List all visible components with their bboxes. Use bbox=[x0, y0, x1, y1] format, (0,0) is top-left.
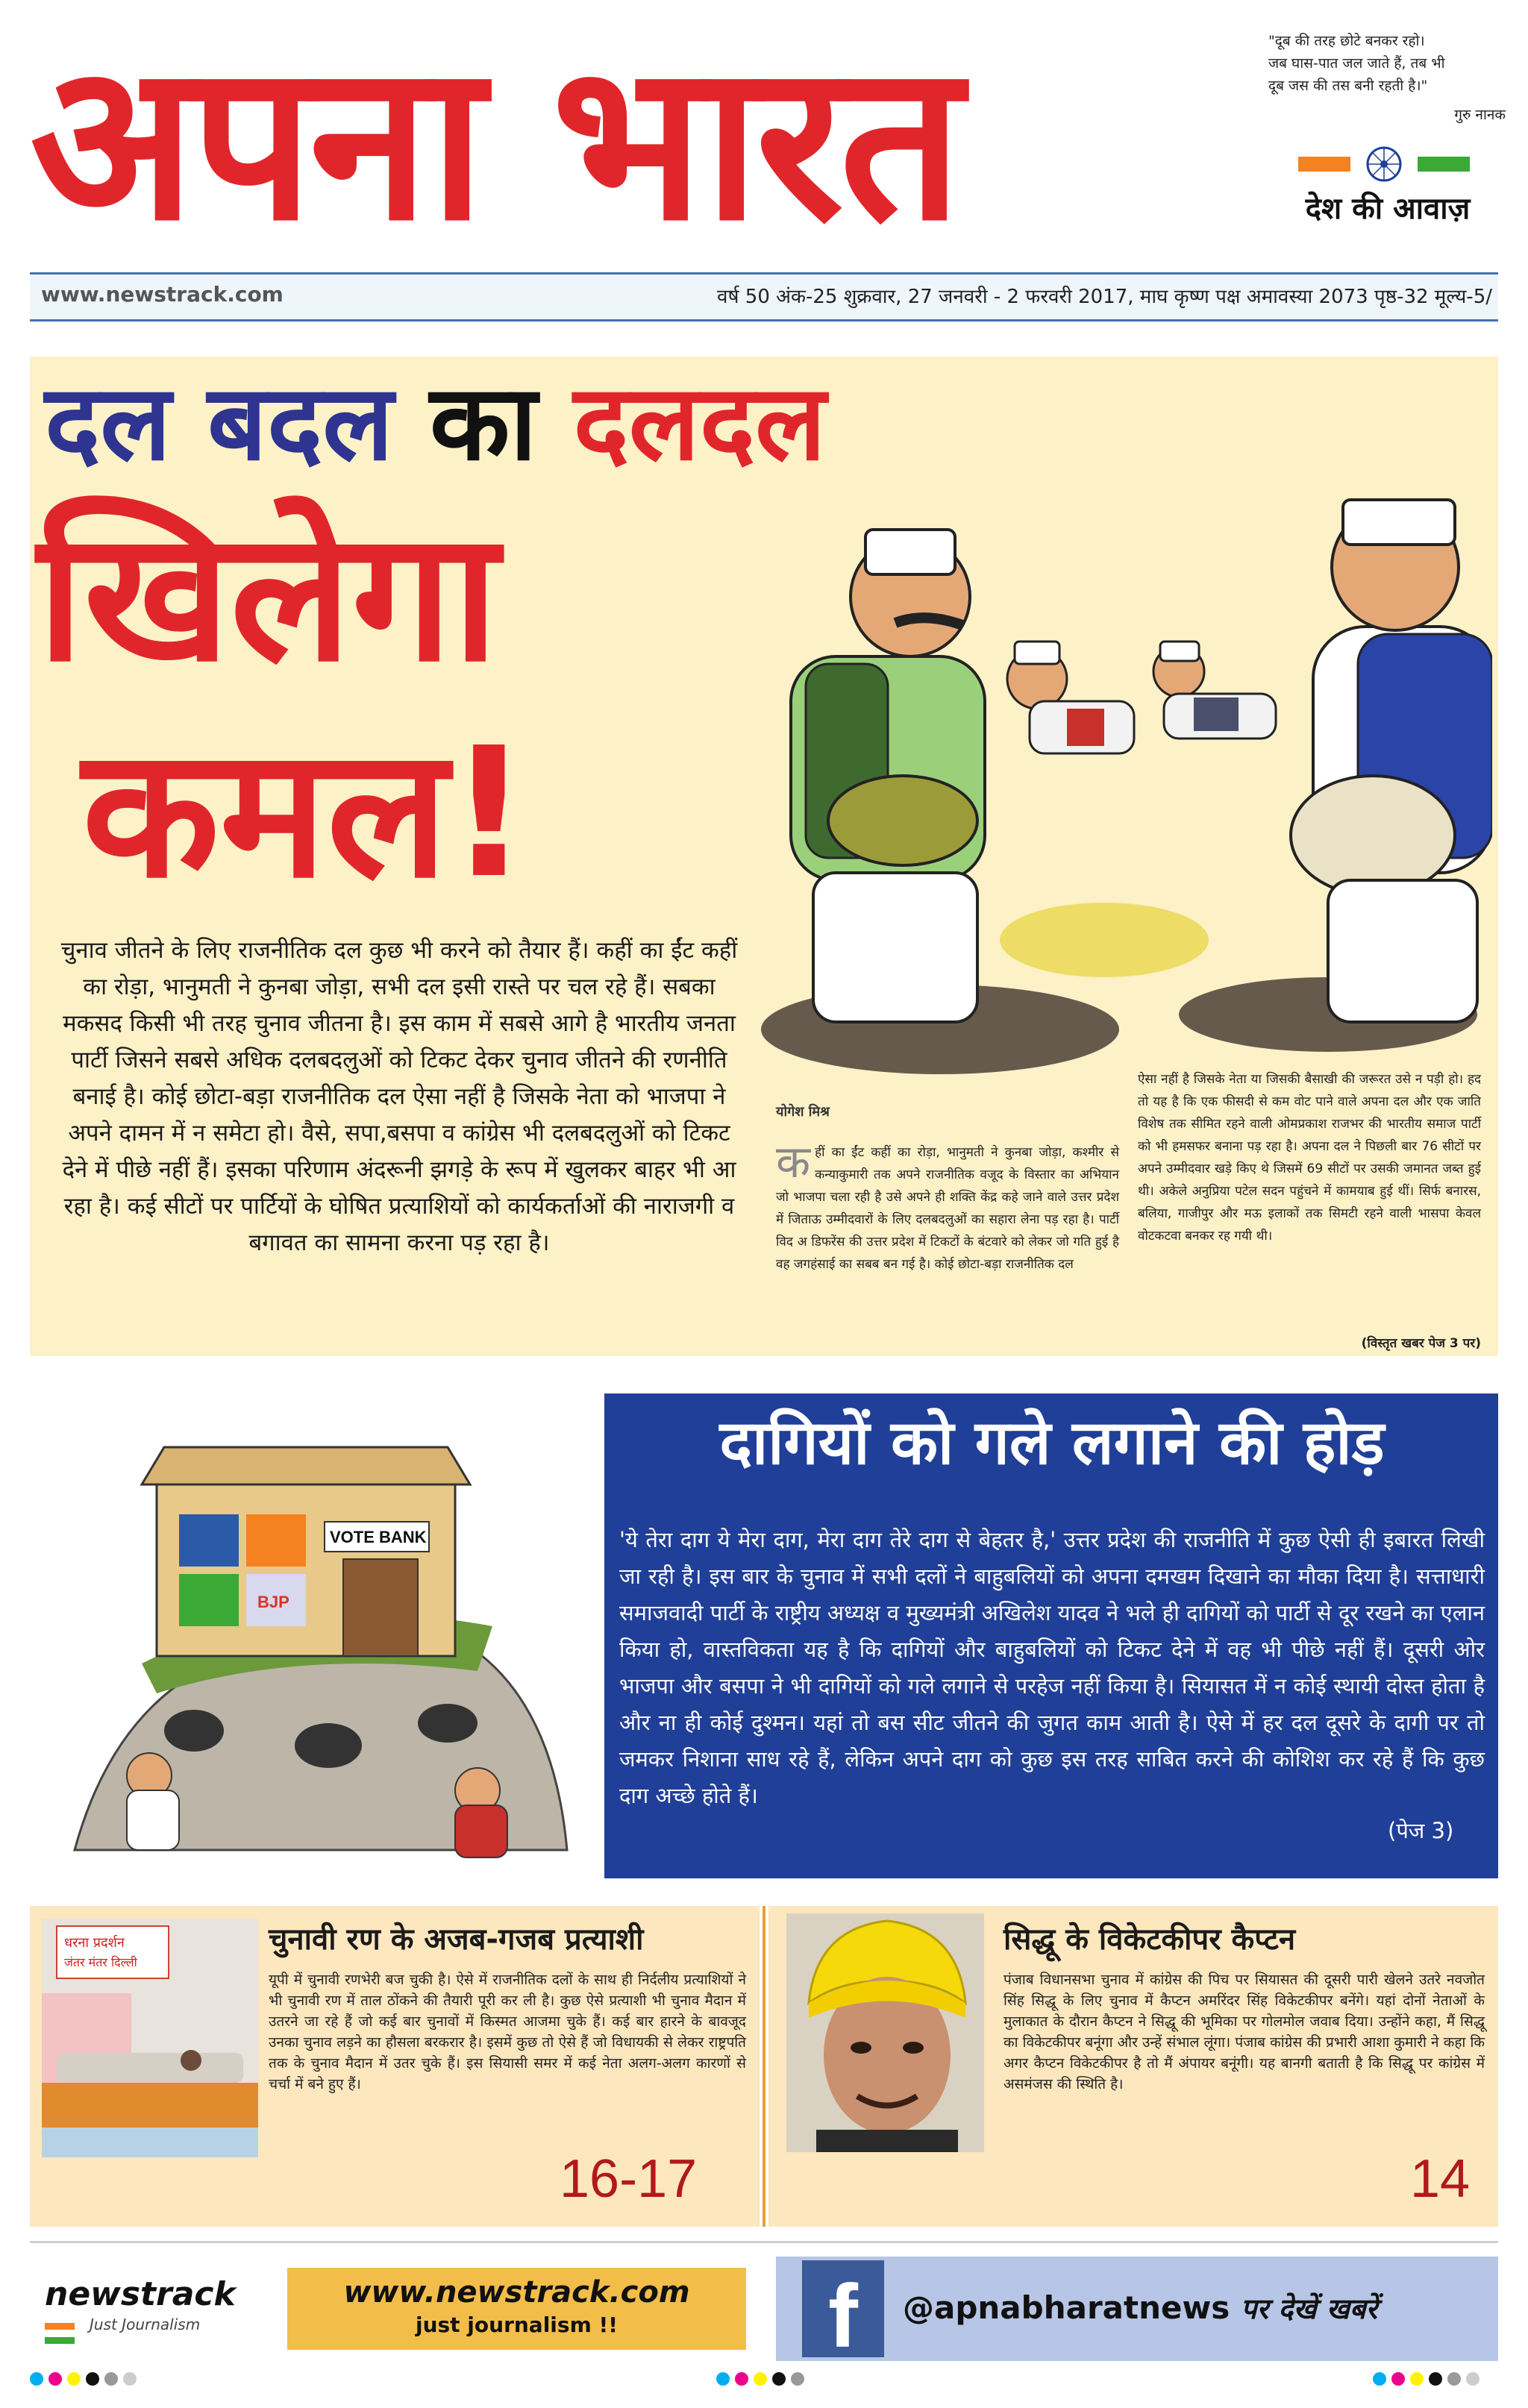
lead-byline: योगेश मिश्र bbox=[776, 1104, 830, 1120]
panel-right-page[interactable]: 14 bbox=[1410, 2149, 1471, 2209]
lead-summary: चुनाव जीतने के लिए राजनीतिक दल कुछ भी करने को तैयार हैं। कहीं का ईंट कहीं का रोड़ा, भानुमती ने कुनबा जोड़ा, सभी दल इसी रास्ते पर चल रहे हैं। सबका मकसद किसी भी तरह चुनाव जीतना है। इस काम में सबसे आगे है भारतीय जनता पार्टी जिसने सबसे अधिक दलबदलुओं को टिकट देकर चुनाव जीतने की रणनीति बनाई है। कोई छोटा-बड़ा राजनीतिक दल ऐसा नहीं है जिसके नेता को भाजपा ने अपने दामन में न समेटा हो। वैसे, सपा,बसपा व कांग्रेस भी दलबदलुओं को टिकट देने में पीछे नहीं हैं। इसका परिणाम अंदरूनी झगड़े के रूप में खुलकर बाहर भी आ रहा है। कई सीटों पर पार्टियों के घोषित प्रत्याशियों को कार्यकर्ताओं की नाराजगी व बगावत का सामना करना पड़ रहा है। bbox=[60, 937, 738, 1256]
panel-right-body: पंजाब विधानसभा चुनाव में कांग्रेस की पिच पर सियासत की दूसरी पारी खेलने उतरे नवजोत सिंह सिद्धू के लिए चुनाव में कैप्टन अमरिंदर सिंह विकेटकीपर बनेंगे। यहां दोनों नेताओं के मुलाकात के दौरान कैप्टन ने सिद्धू की भूमिका पर गोलमोल जवाब दिया। उन्होंने कहा, मैं सिद्धू का विकेटकीपर बनूंगा और उन्हें संभाल लूंगा। पंजाब कांग्रेस की प्रभारी आशा कुमारी ने कहा कि अगर कैप्टन विकेटकीपर है तो मैं अंपायर बनूंगी। यह बानगी बताती है कि सिद्धू पर कांग्रेस में असमंजस की स्थिति है। bbox=[1003, 1972, 1485, 2092]
photo-banner-text: धरना प्रदर्शन bbox=[64, 1935, 125, 1951]
kicker-word-2: का bbox=[429, 363, 537, 484]
defection-cartoon-illustration bbox=[716, 418, 1492, 1089]
dropcap: क bbox=[776, 1136, 811, 1188]
registration-dots-right bbox=[1373, 2372, 1485, 2392]
footer-divider bbox=[30, 2241, 1498, 2243]
facebook-suffix: पर देखें खबरें bbox=[1240, 2292, 1378, 2325]
masthead-quote bbox=[1268, 30, 1515, 97]
lead-column-b: ऐसा नहीं है जिसके नेता या जिसकी बैसाखी की जरूरत उसे न पड़ी हो। हद तो यह है कि एक फीसदी से कम वोट पाने वाले अपना दल और एक जाति विशेष तक सीमित रहने वाली ओमप्रकाश राजभर की भारतीय समाज पार्टी को भी हमसफर बनाना पड़ रहा है। अपना दल ने पिछली बार 76 सीटों पर अपने उम्मीदवार खड़े किए थे जिसमें 69 सीटों पर उसकी जमानत जब्त हुई थी। अकेले अनुप्रिया पटेल सदन पहुंचने में कामयाब हुई थीं। सिर्फ बनारस, बलिया, गाजीपुर और मऊ इलाकों तक सिमटी रहने वाली भासपा केवल वोटकटवा बनकर रह गयी थी। bbox=[1138, 1072, 1481, 1244]
story2-page-ref[interactable]: (पेज 3) bbox=[1388, 1818, 1454, 1843]
facebook-icon: f bbox=[802, 2260, 884, 2357]
quote-line-1: "दूब की तरह छोटे बनकर रहो। bbox=[1268, 33, 1425, 49]
facebook-handle: @apnabharatnews bbox=[903, 2289, 1230, 2326]
lead-continued-link[interactable]: (विस्तृत खबर पेज 3 पर) bbox=[1361, 1336, 1481, 1351]
panel-divider bbox=[763, 1906, 765, 2227]
masthead-title: अपना भारत bbox=[30, 15, 959, 269]
registration-dots-center bbox=[716, 2372, 810, 2392]
facebook-handle-line[interactable] bbox=[903, 2289, 1377, 2327]
quote-line-2: जब घास-पात जल जाते हैं, तब भी bbox=[1268, 55, 1445, 72]
masthead-tagline: देश की आवाज़ bbox=[1305, 192, 1471, 226]
lead-headline-line-2: कमल! bbox=[82, 709, 530, 918]
kicker-word-3: दलदल bbox=[573, 363, 827, 484]
newstrack-logo-text: newstrack bbox=[45, 2275, 236, 2313]
sidhu-portrait-photo bbox=[786, 1913, 984, 2152]
panel-right-title: सिद्धू के विकेटकीपर कैप्टन bbox=[1003, 1922, 1296, 1957]
protest-photo bbox=[42, 1919, 258, 2157]
lead-column-a-text: हीं का ईंट कहीं का रोड़ा, भानुमती ने कुनबा जोड़ा, कश्मीर से कन्याकुमारी तक अपने राजनीतिक वजूद के विस्तार का अभियान जो भाजपा चला रही है उसे अपने ही शक्ति केंद्र कहे जाने वाले उत्तर प्रदेश में जिताऊ उम्मीदवारों के लिए दलबदलुओं का सहारा लेना पड़ रहा है। पार्टी विद अ डिफरेंस की उत्तर प्रदेश में टिकटों के बंटवारे को लेकर जो गति हुई है वह जगहंसाई का सबब बन गई है। कोई छोटा-बड़ा राजनीतिक दल bbox=[776, 1145, 1119, 1272]
tricolor-chakra-icon bbox=[1298, 145, 1470, 183]
footer-url-sub: just journalism !! bbox=[415, 2313, 619, 2337]
newstrack-logo-sub: Just Journalism bbox=[90, 2315, 201, 2333]
photo-banner-text-2: जंतर मंतर दिल्ली bbox=[64, 1955, 137, 1969]
registration-dots-left bbox=[30, 2372, 142, 2392]
cartoon-label: VOTE BANK bbox=[330, 1528, 427, 1546]
panel-left-pages[interactable]: 16-17 bbox=[560, 2149, 698, 2209]
story2-headline: दागियों को गले लगाने की होड़ bbox=[719, 1408, 1385, 1479]
website-link[interactable]: www.newstrack.com bbox=[41, 282, 284, 307]
cartoon-tag: BJP bbox=[257, 1593, 289, 1611]
lead-column-a bbox=[776, 1136, 1119, 1276]
quote-line-3: दूब जस की तस बनी रहती है।" bbox=[1268, 78, 1428, 94]
kicker-word-1: दल बदल bbox=[45, 363, 394, 484]
newstrack-flag-icon bbox=[45, 2323, 75, 2344]
footer-url[interactable]: www.newstrack.com bbox=[343, 2275, 690, 2310]
lead-headline-line-1: खिलेगा bbox=[37, 492, 499, 701]
vote-bank-cartoon-illustration bbox=[30, 1402, 582, 1872]
quote-author: गुरु नानक bbox=[1454, 107, 1506, 123]
story2-body: 'ये तेरा दाग ये मेरा दाग, मेरा दाग तेरे दाग से बेहतर है,' उत्तर प्रदेश की राजनीति में कुछ ऐसी ही इबारत लिखी जा रही है। इस बार के चुनाव में सभी दलों ने बाहुबलियों को अपना दमखम दिखाने का मौका दिया है। सत्ताधारी समाजवादी पार्टी के राष्ट्रीय अध्यक्ष व मुख्यमंत्री अखिलेश यादव ने भले ही दागियों को पार्टी से दूर रखने का एलान किया हो, वास्तविकता यह है कि दागियों और बाहुबलियों को टिकट देने में वह भी पीछे नहीं हैं। दूसरी ओर भाजपा और बसपा ने भी दागियों को गले लगाने से परहेज नहीं किया है। सियासत में न कोई स्थायी दोस्त होता है और ना ही कोई दुश्मन। यहां तो बस सीट जीतने की जुगत काम आती है। ऐसे में हर दल दूसरे के दागी पर तो जमकर निशाना साध रहे हैं, लेकिन अपने दाग को कुछ इस तरह साबित करने की कोशिश कर रहे हैं कि कुछ दाग अच्छे होते हैं। bbox=[619, 1527, 1485, 1808]
panel-left-body: यूपी में चुनावी रणभेरी बज चुकी है। ऐसे में राजनीतिक दलों के साथ ही निर्दलीय प्रत्याशियों ने भी चुनावी रण में ताल ठोंकने की तैयारी पूरी कर ली है। कुछ ऐसे प्रत्याशी भी चुनाव मैदान में उतरने जा रहे हैं जो कई बार चुनावों में किस्मत आजमा चुके हैं। कई बार हारने के बावजूद उनका चुनाव लड़ने का हौसला बरकरार है। इसमें कुछ तो ऐसे हैं जो विधायकी से लेकर राष्ट्रपति तक के चुनाव मैदान में उतर चुके हैं। इस सियासी समर में कई नेता अलग-अलग कारणों से चर्चा में बने हुए हैं। bbox=[269, 1972, 746, 2092]
issue-info: वर्ष 50 अंक-25 शुक्रवार, 27 जनवरी - 2 फरवरी 2017, माघ कृष्ण पक्ष अमावस्या 2073 पृष्ठ-32 मूल्य-5/ bbox=[717, 286, 1492, 308]
panel-left-title: चुनावी रण के अजब-गजब प्रत्याशी bbox=[269, 1922, 644, 1957]
